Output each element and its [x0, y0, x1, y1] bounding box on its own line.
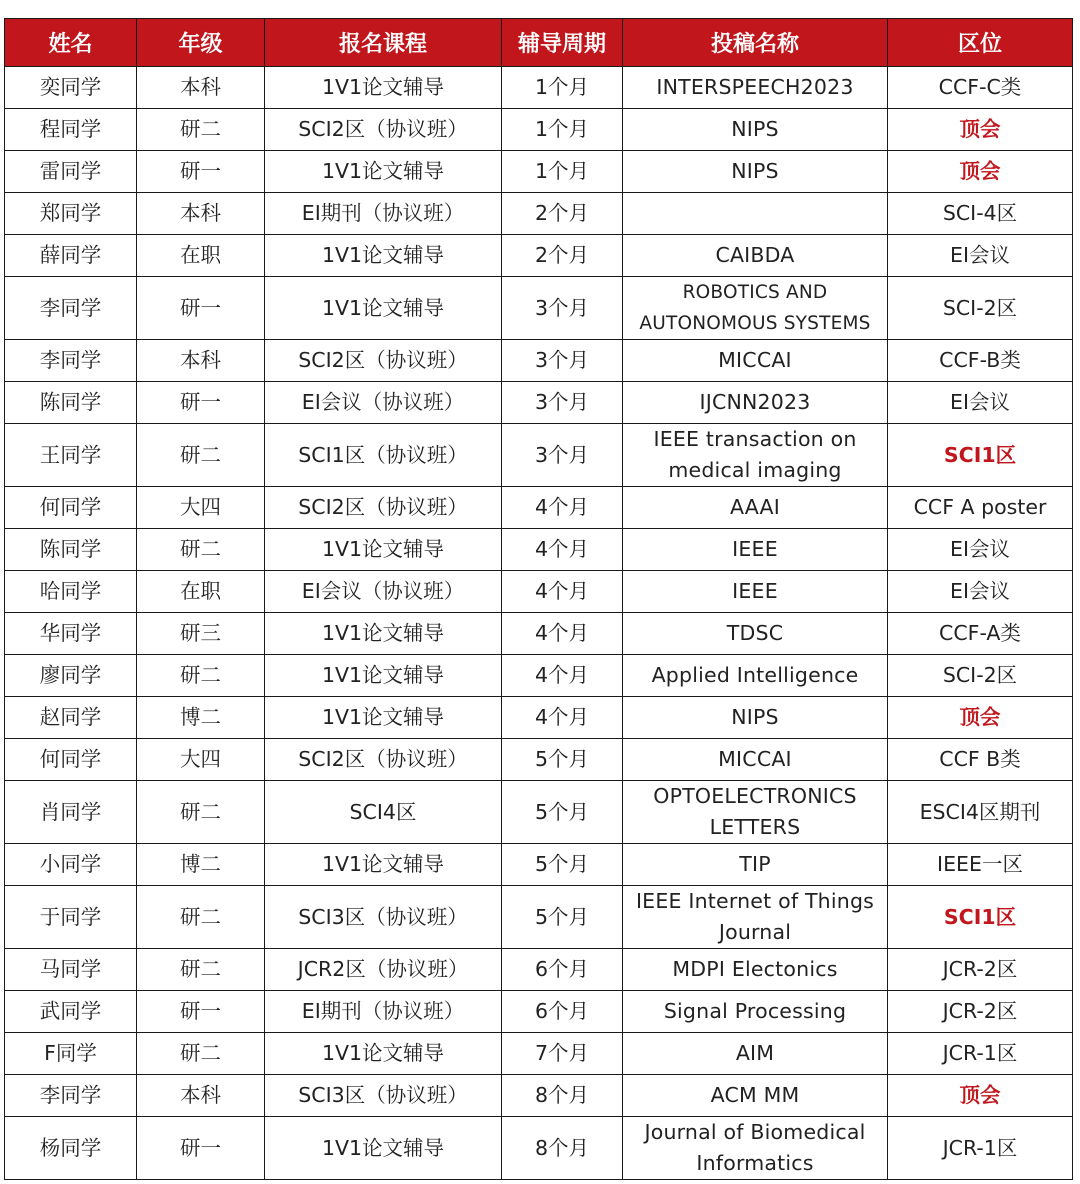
venue-level: 顶会 [888, 1075, 1073, 1117]
student-grade: 大四 [137, 739, 265, 781]
submission-venue: ROBOTICS AND AUTONOMOUS SYSTEMS [623, 277, 888, 340]
student-name: 李同学 [5, 1075, 137, 1117]
tutoring-period: 8个月 [502, 1075, 623, 1117]
enrolled-course: EI期刊（协议班） [265, 193, 502, 235]
student-grade: 研一 [137, 991, 265, 1033]
table-row [5, 193, 1073, 235]
header-venue: 投稿名称 [623, 19, 888, 67]
student-name: 杨同学 [5, 1117, 137, 1180]
enrolled-course: SCI2区（协议班） [265, 340, 502, 382]
submission-venue [623, 193, 888, 235]
student-name: 哈同学 [5, 571, 137, 613]
tutoring-period: 4个月 [502, 613, 623, 655]
submission-venue: ACM MM [623, 1075, 888, 1117]
student-name: 陈同学 [5, 529, 137, 571]
enrolled-course: SCI2区（协议班） [265, 109, 502, 151]
tutoring-period: 3个月 [502, 382, 623, 424]
table-row [5, 340, 1073, 382]
enrolled-course: SCI2区（协议班） [265, 487, 502, 529]
student-name: 程同学 [5, 109, 137, 151]
table-row [5, 1117, 1073, 1180]
student-grade: 研一 [137, 277, 265, 340]
submission-venue: IEEE Internet of Things Journal [623, 886, 888, 949]
student-grade: 本科 [137, 340, 265, 382]
enrolled-course: 1V1论文辅导 [265, 1033, 502, 1075]
table-row [5, 487, 1073, 529]
student-grade: 在职 [137, 235, 265, 277]
table-row [5, 1033, 1073, 1075]
enrolled-course: EI期刊（协议班） [265, 991, 502, 1033]
student-grade: 大四 [137, 487, 265, 529]
submission-venue: INTERSPEECH2023 [623, 67, 888, 109]
submission-venue: OPTOELECTRONICS LETTERS [623, 781, 888, 844]
submission-venue: NIPS [623, 109, 888, 151]
table-row [5, 991, 1073, 1033]
header-grade: 年级 [137, 19, 265, 67]
tutoring-period: 4个月 [502, 487, 623, 529]
student-grade: 研二 [137, 949, 265, 991]
submission-venue: AIM [623, 1033, 888, 1075]
student-name: 王同学 [5, 424, 137, 487]
venue-level: JCR-1区 [888, 1033, 1073, 1075]
student-grade: 本科 [137, 1075, 265, 1117]
student-results-table [4, 18, 1073, 1180]
student-grade: 本科 [137, 67, 265, 109]
table-row [5, 571, 1073, 613]
enrolled-course: EI会议（协议班） [265, 382, 502, 424]
submission-venue: TDSC [623, 613, 888, 655]
table-row [5, 886, 1073, 949]
venue-level: ESCI4区期刊 [888, 781, 1073, 844]
enrolled-course: 1V1论文辅导 [265, 844, 502, 886]
student-name: 华同学 [5, 613, 137, 655]
student-name: 肖同学 [5, 781, 137, 844]
header-course: 报名课程 [265, 19, 502, 67]
table-row [5, 277, 1073, 340]
tutoring-period: 3个月 [502, 340, 623, 382]
submission-venue: IEEE transaction on medical imaging [623, 424, 888, 487]
submission-venue: IJCNN2023 [623, 382, 888, 424]
venue-level: CCF-C类 [888, 67, 1073, 109]
student-grade: 研二 [137, 886, 265, 949]
student-name: 郑同学 [5, 193, 137, 235]
tutoring-period: 5个月 [502, 886, 623, 949]
venue-level: CCF-A类 [888, 613, 1073, 655]
enrolled-course: 1V1论文辅导 [265, 697, 502, 739]
enrolled-course: SCI4区 [265, 781, 502, 844]
enrolled-course: 1V1论文辅导 [265, 1117, 502, 1180]
table-body [5, 67, 1073, 1180]
header-row [5, 19, 1073, 67]
table-row [5, 655, 1073, 697]
submission-venue: Signal Processing [623, 991, 888, 1033]
table-header [5, 19, 1073, 67]
enrolled-course: SCI1区（协议班） [265, 424, 502, 487]
venue-level: EI会议 [888, 382, 1073, 424]
tutoring-period: 1个月 [502, 109, 623, 151]
student-grade: 本科 [137, 193, 265, 235]
student-grade: 研二 [137, 109, 265, 151]
table-row [5, 382, 1073, 424]
student-name: 小同学 [5, 844, 137, 886]
table-row [5, 109, 1073, 151]
student-grade: 研二 [137, 655, 265, 697]
student-name: 何同学 [5, 739, 137, 781]
submission-venue: AAAI [623, 487, 888, 529]
enrolled-course: 1V1论文辅导 [265, 613, 502, 655]
venue-level: 顶会 [888, 697, 1073, 739]
venue-level: EI会议 [888, 235, 1073, 277]
venue-level: CCF-B类 [888, 340, 1073, 382]
student-name: 李同学 [5, 340, 137, 382]
submission-venue: Applied Intelligence [623, 655, 888, 697]
enrolled-course: SCI2区（协议班） [265, 739, 502, 781]
tutoring-period: 4个月 [502, 697, 623, 739]
venue-level: SCI-4区 [888, 193, 1073, 235]
student-grade: 研二 [137, 424, 265, 487]
venue-level: JCR-2区 [888, 991, 1073, 1033]
table-row [5, 424, 1073, 487]
venue-level: JCR-2区 [888, 949, 1073, 991]
enrolled-course: SCI3区（协议班） [265, 1075, 502, 1117]
student-name: 于同学 [5, 886, 137, 949]
venue-level: IEEE一区 [888, 844, 1073, 886]
submission-venue: MICCAI [623, 739, 888, 781]
tutoring-period: 1个月 [502, 151, 623, 193]
venue-level: JCR-1区 [888, 1117, 1073, 1180]
table-row [5, 67, 1073, 109]
venue-level: SCI-2区 [888, 655, 1073, 697]
student-grade: 博二 [137, 697, 265, 739]
student-grade: 博二 [137, 844, 265, 886]
tutoring-period: 2个月 [502, 235, 623, 277]
table-row [5, 739, 1073, 781]
submission-venue: NIPS [623, 151, 888, 193]
header-period: 辅导周期 [502, 19, 623, 67]
tutoring-period: 5个月 [502, 844, 623, 886]
tutoring-period: 3个月 [502, 277, 623, 340]
enrolled-course: JCR2区（协议班） [265, 949, 502, 991]
student-name: 武同学 [5, 991, 137, 1033]
venue-level: EI会议 [888, 529, 1073, 571]
student-name: 李同学 [5, 277, 137, 340]
student-name: 何同学 [5, 487, 137, 529]
table-row [5, 613, 1073, 655]
student-name: F同学 [5, 1033, 137, 1075]
enrolled-course: SCI3区（协议班） [265, 886, 502, 949]
tutoring-period: 4个月 [502, 655, 623, 697]
student-name: 赵同学 [5, 697, 137, 739]
submission-venue: TIP [623, 844, 888, 886]
tutoring-period: 5个月 [502, 781, 623, 844]
tutoring-period: 7个月 [502, 1033, 623, 1075]
enrolled-course: 1V1论文辅导 [265, 67, 502, 109]
enrolled-course: 1V1论文辅导 [265, 151, 502, 193]
enrolled-course: 1V1论文辅导 [265, 529, 502, 571]
tutoring-period: 4个月 [502, 529, 623, 571]
student-grade: 研二 [137, 529, 265, 571]
venue-level: 顶会 [888, 109, 1073, 151]
venue-level: CCF A poster [888, 487, 1073, 529]
table-row [5, 697, 1073, 739]
tutoring-period: 6个月 [502, 991, 623, 1033]
student-grade: 研二 [137, 781, 265, 844]
table-row [5, 781, 1073, 844]
table-row [5, 844, 1073, 886]
tutoring-period: 4个月 [502, 571, 623, 613]
header-name: 姓名 [5, 19, 137, 67]
header-level: 区位 [888, 19, 1073, 67]
enrolled-course: EI会议（协议班） [265, 571, 502, 613]
venue-level: CCF B类 [888, 739, 1073, 781]
student-name: 陈同学 [5, 382, 137, 424]
venue-level: SCI-2区 [888, 277, 1073, 340]
submission-venue: NIPS [623, 697, 888, 739]
student-name: 奕同学 [5, 67, 137, 109]
enrolled-course: 1V1论文辅导 [265, 235, 502, 277]
submission-venue: MICCAI [623, 340, 888, 382]
student-grade: 研三 [137, 613, 265, 655]
student-grade: 研一 [137, 1117, 265, 1180]
venue-level: 顶会 [888, 151, 1073, 193]
tutoring-period: 3个月 [502, 424, 623, 487]
tutoring-period: 1个月 [502, 67, 623, 109]
student-name: 廖同学 [5, 655, 137, 697]
table-row [5, 529, 1073, 571]
student-name: 薛同学 [5, 235, 137, 277]
submission-venue: CAIBDA [623, 235, 888, 277]
venue-level: SCI1区 [888, 424, 1073, 487]
table-row [5, 1075, 1073, 1117]
table-row [5, 235, 1073, 277]
enrolled-course: 1V1论文辅导 [265, 277, 502, 340]
student-name: 马同学 [5, 949, 137, 991]
venue-level: EI会议 [888, 571, 1073, 613]
tutoring-period: 8个月 [502, 1117, 623, 1180]
tutoring-period: 6个月 [502, 949, 623, 991]
student-grade: 在职 [137, 571, 265, 613]
student-grade: 研二 [137, 1033, 265, 1075]
tutoring-period: 2个月 [502, 193, 623, 235]
table-row [5, 151, 1073, 193]
student-grade: 研一 [137, 151, 265, 193]
submission-venue: IEEE [623, 571, 888, 613]
student-grade: 研一 [137, 382, 265, 424]
venue-level: SCI1区 [888, 886, 1073, 949]
student-name: 雷同学 [5, 151, 137, 193]
submission-venue: MDPI Electonics [623, 949, 888, 991]
enrolled-course: 1V1论文辅导 [265, 655, 502, 697]
submission-venue: IEEE [623, 529, 888, 571]
table-row [5, 949, 1073, 991]
submission-venue: Journal of Biomedical Informatics [623, 1117, 888, 1180]
tutoring-period: 5个月 [502, 739, 623, 781]
